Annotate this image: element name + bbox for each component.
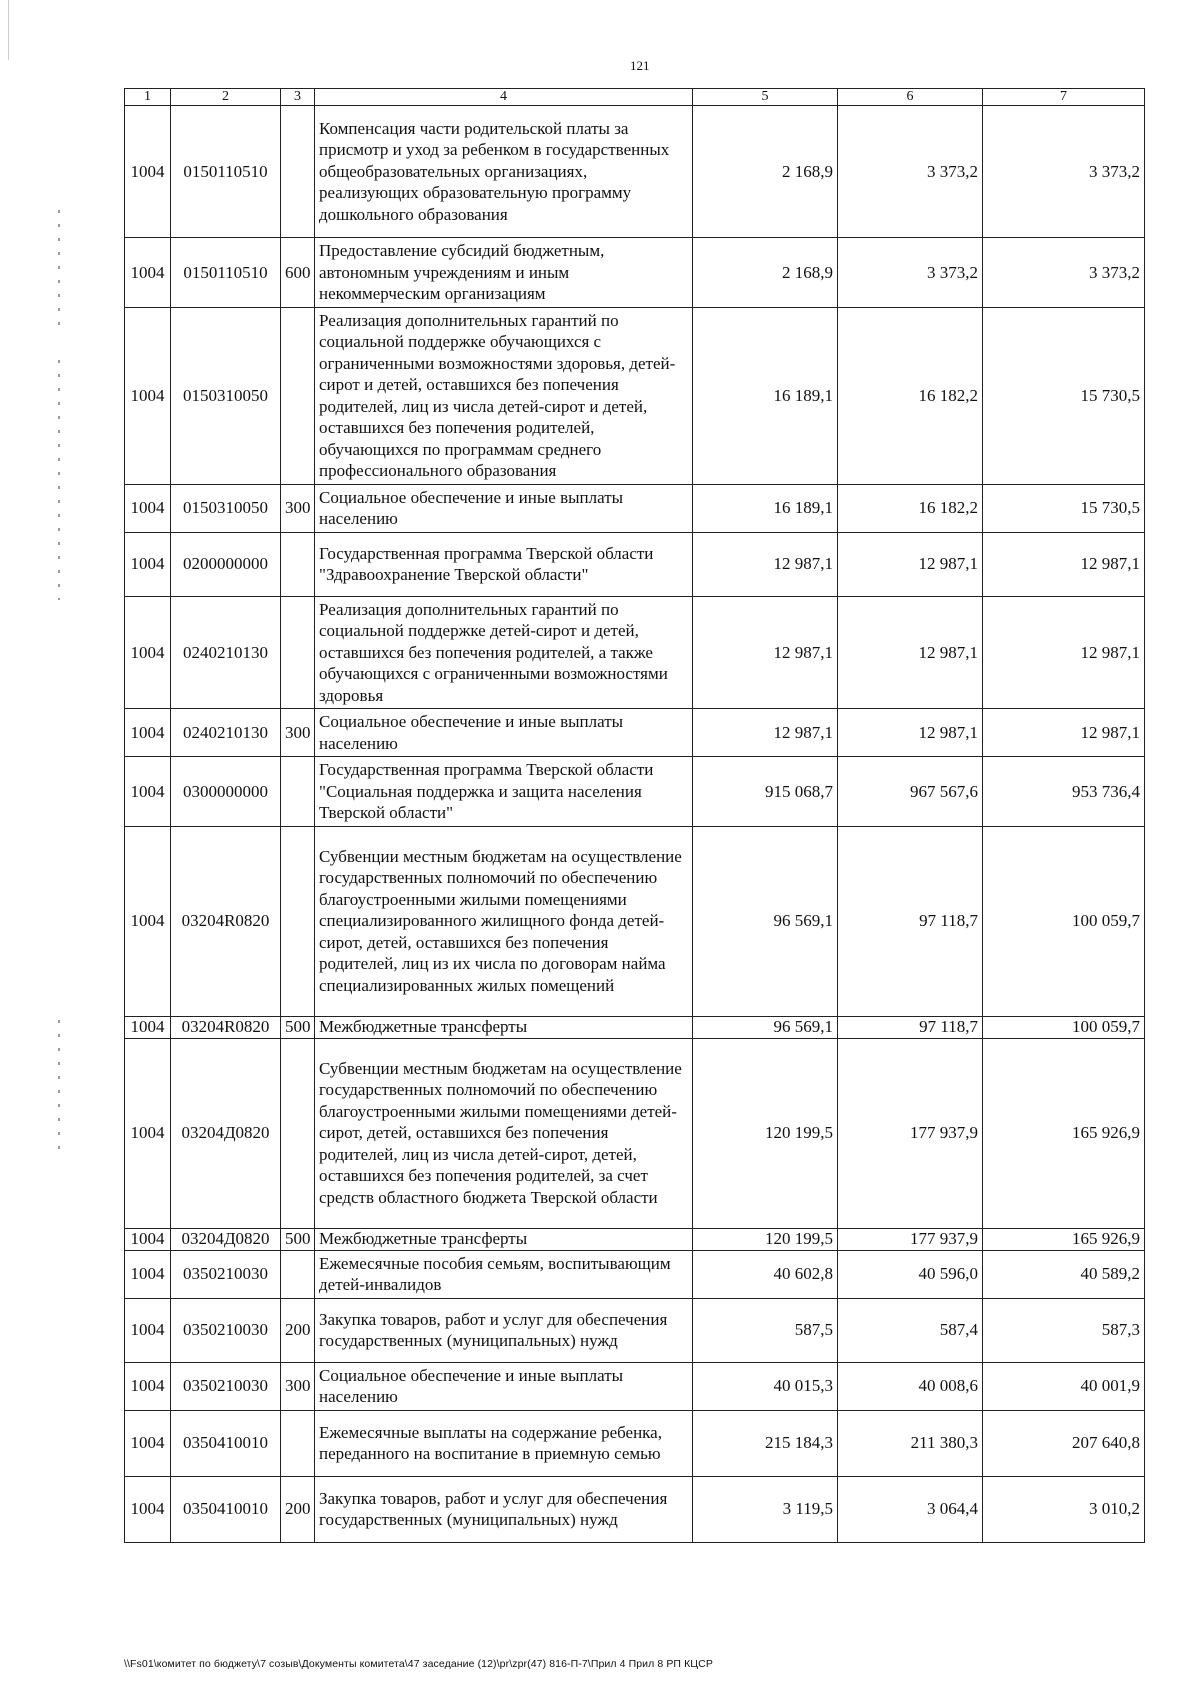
budget-table: [124, 88, 1145, 1543]
section-cell: 1004: [125, 757, 171, 827]
item-name-cell: Субвенции местным бюджетам на осуществление государственных полномочий по обеспечению благоустроенными жилыми помещениями специализированного жилищного фонда детей-сирот, детей, оставшихся без попечения родителей, лиц из их числа по договорам найма специализированных жилых помещений: [315, 826, 693, 1016]
amount-col6-cell: 12 987,1: [838, 709, 983, 757]
expense-type-cell: [281, 106, 315, 238]
target-code-cell: 0150110510: [171, 238, 281, 308]
section-cell: 1004: [125, 1228, 171, 1250]
target-code-cell: 03204Д0820: [171, 1038, 281, 1228]
amount-col7-cell: 100 059,7: [983, 826, 1145, 1016]
amount-col5-cell: 2 168,9: [693, 106, 838, 238]
amount-col5-cell: 96 569,1: [693, 826, 838, 1016]
amount-col7-cell: 207 640,8: [983, 1410, 1145, 1476]
table-row: [125, 484, 1145, 532]
expense-type-cell: [281, 826, 315, 1016]
table-row: [125, 1228, 1145, 1250]
amount-col5-cell: 16 189,1: [693, 307, 838, 484]
expense-type-cell: [281, 596, 315, 709]
amount-col5-cell: 40 602,8: [693, 1250, 838, 1298]
table-header-row: [125, 89, 1145, 106]
amount-col6-cell: 587,4: [838, 1298, 983, 1362]
amount-col7-cell: 587,3: [983, 1298, 1145, 1362]
amount-col7-cell: 15 730,5: [983, 484, 1145, 532]
table-row: [125, 532, 1145, 596]
amount-col7-cell: 3 373,2: [983, 106, 1145, 238]
column-header: 4: [315, 89, 693, 106]
section-cell: 1004: [125, 1410, 171, 1476]
amount-col6-cell: 16 182,2: [838, 484, 983, 532]
file-path-footer: \\Fs01\комитет по бюджету\7 созыв\Документы комитета\47 заседание (12)\pr\zpr(47) 816-П-7\Прил 4 Прил 8 РП КЦСР: [124, 1658, 713, 1670]
target-code-cell: 0350210030: [171, 1362, 281, 1410]
section-cell: 1004: [125, 484, 171, 532]
section-cell: 1004: [125, 106, 171, 238]
table-row: [125, 596, 1145, 709]
section-cell: 1004: [125, 1038, 171, 1228]
amount-col7-cell: 40 589,2: [983, 1250, 1145, 1298]
table-row: [125, 1038, 1145, 1228]
column-header: 6: [838, 89, 983, 106]
item-name-cell: Предоставление субсидий бюджетным, автономным учреждениям и иным некоммерческим организациям: [315, 238, 693, 308]
amount-col6-cell: 97 118,7: [838, 1016, 983, 1038]
amount-col5-cell: 12 987,1: [693, 596, 838, 709]
expense-type-cell: 200: [281, 1476, 315, 1542]
amount-col6-cell: 177 937,9: [838, 1228, 983, 1250]
amount-col5-cell: 16 189,1: [693, 484, 838, 532]
amount-col6-cell: 3 373,2: [838, 106, 983, 238]
table-row: [125, 106, 1145, 238]
amount-col6-cell: 40 008,6: [838, 1362, 983, 1410]
target-code-cell: 0350410010: [171, 1410, 281, 1476]
amount-col6-cell: 211 380,3: [838, 1410, 983, 1476]
section-cell: 1004: [125, 238, 171, 308]
amount-col5-cell: 587,5: [693, 1298, 838, 1362]
expense-type-cell: [281, 1038, 315, 1228]
column-header: 5: [693, 89, 838, 106]
column-header: 3: [281, 89, 315, 106]
expense-type-cell: [281, 532, 315, 596]
table-row: [125, 1016, 1145, 1038]
target-code-cell: 0350210030: [171, 1298, 281, 1362]
section-cell: 1004: [125, 1016, 171, 1038]
item-name-cell: Социальное обеспечение и иные выплаты населению: [315, 484, 693, 532]
expense-type-cell: 600: [281, 238, 315, 308]
amount-col6-cell: 97 118,7: [838, 826, 983, 1016]
table-row: [125, 238, 1145, 308]
table-row: [125, 307, 1145, 484]
item-name-cell: Субвенции местным бюджетам на осуществление государственных полномочий по обеспечению благоустроенными жилыми помещениями детей-сирот, детей, оставшихся без попечения родителей, лиц из числа детей-сирот, детей, оставшихся без попечения родителей, за счет средств областного бюджета Тверской области: [315, 1038, 693, 1228]
section-cell: 1004: [125, 1298, 171, 1362]
amount-col7-cell: 953 736,4: [983, 757, 1145, 827]
section-cell: 1004: [125, 709, 171, 757]
table-row: [125, 709, 1145, 757]
item-name-cell: Закупка товаров, работ и услуг для обеспечения государственных (муниципальных) нужд: [315, 1298, 693, 1362]
table-row: [125, 757, 1145, 827]
target-code-cell: 03204R0820: [171, 1016, 281, 1038]
section-cell: 1004: [125, 532, 171, 596]
target-code-cell: 0350410010: [171, 1476, 281, 1542]
item-name-cell: Социальное обеспечение и иные выплаты населению: [315, 709, 693, 757]
amount-col6-cell: 967 567,6: [838, 757, 983, 827]
amount-col7-cell: 15 730,5: [983, 307, 1145, 484]
expense-type-cell: [281, 1250, 315, 1298]
table-row: [125, 1250, 1145, 1298]
section-cell: 1004: [125, 596, 171, 709]
target-code-cell: 03204R0820: [171, 826, 281, 1016]
section-cell: 1004: [125, 1476, 171, 1542]
expense-type-cell: [281, 757, 315, 827]
column-header: 1: [125, 89, 171, 106]
section-cell: 1004: [125, 1362, 171, 1410]
item-name-cell: Ежемесячные выплаты на содержание ребенка, переданного на воспитание в приемную семью: [315, 1410, 693, 1476]
amount-col7-cell: 100 059,7: [983, 1016, 1145, 1038]
amount-col6-cell: 12 987,1: [838, 532, 983, 596]
amount-col6-cell: 16 182,2: [838, 307, 983, 484]
expense-type-cell: 500: [281, 1016, 315, 1038]
amount-col6-cell: 3 064,4: [838, 1476, 983, 1542]
target-code-cell: 0300000000: [171, 757, 281, 827]
amount-col7-cell: 12 987,1: [983, 709, 1145, 757]
item-name-cell: Государственная программа Тверской области "Социальная поддержка и защита населения Тверской области": [315, 757, 693, 827]
section-cell: 1004: [125, 307, 171, 484]
expense-type-cell: [281, 1410, 315, 1476]
target-code-cell: 0350210030: [171, 1250, 281, 1298]
expense-type-cell: 500: [281, 1228, 315, 1250]
amount-col5-cell: 120 199,5: [693, 1228, 838, 1250]
table-row: [125, 1362, 1145, 1410]
amount-col5-cell: 120 199,5: [693, 1038, 838, 1228]
amount-col6-cell: 3 373,2: [838, 238, 983, 308]
item-name-cell: Реализация дополнительных гарантий по социальной поддержке детей-сирот и детей, оставшихся без попечения родителей, а также обучающихся с ограниченными возможностями здоровья: [315, 596, 693, 709]
amount-col7-cell: 165 926,9: [983, 1228, 1145, 1250]
scan-dust-marks: [58, 360, 60, 600]
item-name-cell: Компенсация части родительской платы за присмотр и уход за ребенком в государственных общеобразовательных организациях, реализующих образовательную программу дошкольного образования: [315, 106, 693, 238]
amount-col5-cell: 2 168,9: [693, 238, 838, 308]
scan-dust-marks: [58, 210, 60, 330]
item-name-cell: Ежемесячные пособия семьям, воспитывающим детей-инвалидов: [315, 1250, 693, 1298]
section-cell: 1004: [125, 1250, 171, 1298]
target-code-cell: 0240210130: [171, 709, 281, 757]
target-code-cell: 03204Д0820: [171, 1228, 281, 1250]
item-name-cell: Социальное обеспечение и иные выплаты населению: [315, 1362, 693, 1410]
target-code-cell: 0150310050: [171, 484, 281, 532]
section-cell: 1004: [125, 826, 171, 1016]
item-name-cell: Межбюджетные трансферты: [315, 1016, 693, 1038]
item-name-cell: Реализация дополнительных гарантий по социальной поддержке обучающихся с ограниченными возможностями здоровья, детей-сирот и детей, оставшихся без попечения родителей, лиц из числа детей-сирот и детей, оставшихся без попечения родителей, обучающихся по программам среднего профессионального образования: [315, 307, 693, 484]
amount-col7-cell: 3 373,2: [983, 238, 1145, 308]
amount-col6-cell: 40 596,0: [838, 1250, 983, 1298]
table-row: [125, 1410, 1145, 1476]
column-header: 7: [983, 89, 1145, 106]
amount-col7-cell: 165 926,9: [983, 1038, 1145, 1228]
amount-col5-cell: 12 987,1: [693, 532, 838, 596]
table-row: [125, 1298, 1145, 1362]
table-row: [125, 826, 1145, 1016]
target-code-cell: 0150110510: [171, 106, 281, 238]
amount-col7-cell: 40 001,9: [983, 1362, 1145, 1410]
column-header: 2: [171, 89, 281, 106]
table-row: [125, 1476, 1145, 1542]
item-name-cell: Закупка товаров, работ и услуг для обеспечения государственных (муниципальных) нужд: [315, 1476, 693, 1542]
expense-type-cell: 300: [281, 484, 315, 532]
scan-edge-mark: [0, 0, 9, 60]
item-name-cell: Межбюджетные трансферты: [315, 1228, 693, 1250]
amount-col7-cell: 12 987,1: [983, 532, 1145, 596]
amount-col6-cell: 12 987,1: [838, 596, 983, 709]
amount-col5-cell: 96 569,1: [693, 1016, 838, 1038]
amount-col5-cell: 3 119,5: [693, 1476, 838, 1542]
expense-type-cell: 300: [281, 709, 315, 757]
amount-col5-cell: 40 015,3: [693, 1362, 838, 1410]
expense-type-cell: [281, 307, 315, 484]
amount-col5-cell: 215 184,3: [693, 1410, 838, 1476]
amount-col7-cell: 3 010,2: [983, 1476, 1145, 1542]
amount-col7-cell: 12 987,1: [983, 596, 1145, 709]
target-code-cell: 0240210130: [171, 596, 281, 709]
item-name-cell: Государственная программа Тверской области "Здравоохранение Тверской области": [315, 532, 693, 596]
amount-col5-cell: 915 068,7: [693, 757, 838, 827]
amount-col5-cell: 12 987,1: [693, 709, 838, 757]
page-number: 121: [630, 58, 650, 73]
target-code-cell: 0200000000: [171, 532, 281, 596]
amount-col6-cell: 177 937,9: [838, 1038, 983, 1228]
target-code-cell: 0150310050: [171, 307, 281, 484]
expense-type-cell: 300: [281, 1362, 315, 1410]
expense-type-cell: 200: [281, 1298, 315, 1362]
scan-dust-marks: [58, 1020, 60, 1150]
